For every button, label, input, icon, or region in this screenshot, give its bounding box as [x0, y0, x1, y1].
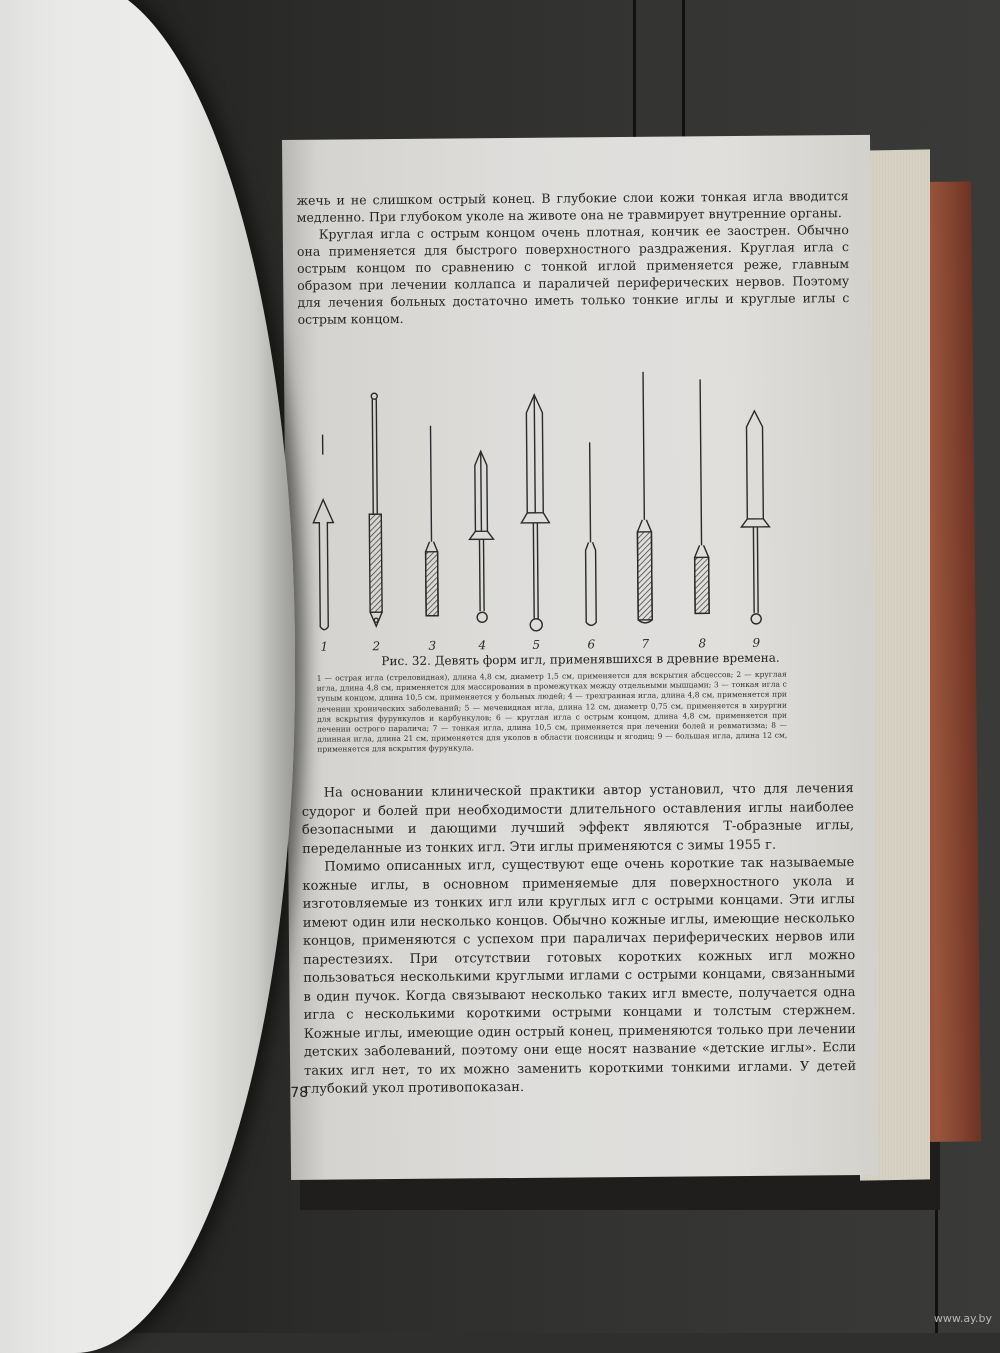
paragraph: жечь и не слишком острый конец. В глубокие слои кожи тонкая игла вводится медленно. При глубоком уколе на животе она не травмирует внутренние органы. [296, 187, 848, 226]
needle-label-4: 4 [477, 638, 486, 652]
needle-2-illustration [368, 393, 382, 626]
needle-8-illustration [693, 379, 709, 613]
paragraph: Помимо описанных игл, существуют еще очень короткие так называемые кожные иглы, в основном применяемые для поверхностного укола и изготовляемые из тонких игл или круглых игл с острыми концами. Эти иглы имеют один или несколько концов. Обычно кожные иглы, имеющие несколько концов, применяются с успехом при параличах периферических нервов или парестезиях. При отсутствии готовых коротких кожных игл можно пользоваться несколькими круглыми иглами с острыми концами, связанными в один пучок. Когда связывают несколько таких игл вместе, получается одна игла с несколькими короткими острыми концами и толстым стержнем. Кожные иглы, имеющие один острый конец, применяются только при лечении детских заболеваний, поэтому они еще носят название «детские иглы». Если таких игл нет, то их можно заменить короткими тонкими иглами. У детей глубокий укол противопоказан. [302, 854, 856, 1099]
needle-label-2: 2 [371, 639, 380, 653]
needle-5-illustration [520, 395, 550, 631]
bottom-text-block [302, 780, 857, 1099]
needle-9-illustration [740, 411, 770, 624]
needle-3-illustration [424, 426, 438, 616]
needle-label-5: 5 [532, 638, 540, 652]
needle-1-illustration [313, 435, 335, 630]
watermark: www.ay.by [934, 1312, 992, 1325]
needle-6-illustration [585, 442, 597, 625]
needle-label-6: 6 [587, 637, 595, 651]
needle-label-8: 8 [698, 636, 706, 650]
needle-label-7: 7 [641, 637, 649, 651]
figure-caption-body: 1 — острая игла (стреловидная), длина 4,8 см, диаметр 1,5 см, применяется для вскрытия абсцессов; 2 — круглая игла, длина 4,8 см, применяется для массирования в промежутках между отдельными мышцами; 3 — тонкая игла с тупым концом, длина 10,5 см, применяется у больных людей; 4 — трехгранная игла, длина 4,8 см, применяется при лечении хронических заболеваний; 5 — мечевидная игла, длина 12 см, диаметр 0,75 см, применяется в хирургии для вскрытия фурункулов и карбункулов; 6 — круглая игла с острым концом, длина 4,8 см, применяется при лечении острого паралича; 7 — тонкая игла, длина 10,5 см, применяется при лечении болей и ревматизма; 8 — длинная игла, длина 21 см, применяется для уколов в области поясницы и ягодиц; 9 — большая игла, длина 12 см, применяется для вскрытия фурункула. [317, 670, 788, 756]
paragraph: Круглая игла с острым концом очень плотная, кончик ее заострен. Обычно она применяется для быстрого поверхностного раздражения. Круглая игла с острым концом по сравнению с тонкой иглой применяется реже, главным образом при лечении коллапса и параличей периферических нервов. Поэтому для лечения больных достаточно иметь только тонкие иглы и круглые иглы с острым концом. [297, 221, 850, 328]
needle-label-9: 9 [752, 636, 760, 650]
needle-label-1: 1 [320, 640, 328, 654]
needle-figure [302, 350, 825, 655]
top-text-block [296, 187, 849, 328]
needle-4-illustration [469, 451, 494, 622]
needle-label-3: 3 [428, 639, 436, 653]
figure-caption-title: Рис. 32. Девять форм игл, применявшихся в древние времена. [286, 650, 874, 669]
needle-7-illustration [636, 372, 652, 623]
right-page [282, 135, 879, 1180]
paragraph: На основании клинической практики автор установил, что для лечения судорог и болей при необходимости длительного оставления иглы наиболее безопасными и дающими лучший эффект являются Т-образные иглы, переделанные из тонких игл. Эти иглы применяются с зимы 1955 г. [302, 780, 855, 859]
page-number: 78 [290, 1085, 308, 1101]
